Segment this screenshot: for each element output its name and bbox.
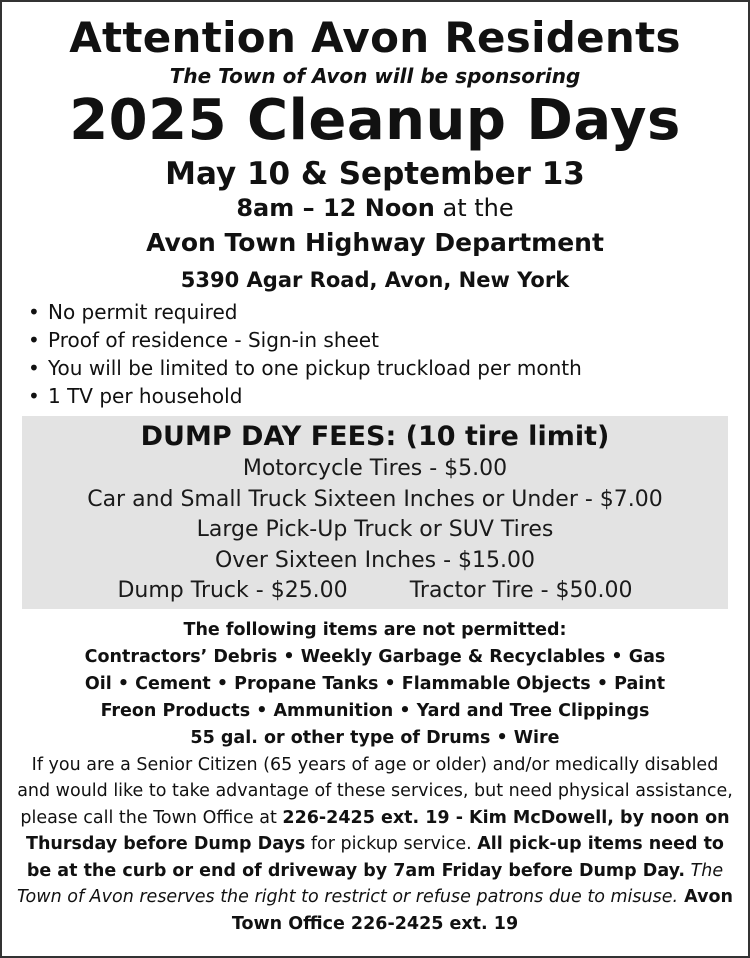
office-contact: Avon Town Office 226-2425 ext. 19 bbox=[231, 887, 733, 934]
fee-line: Large Pick-Up Truck or SUV Tires bbox=[196, 517, 554, 542]
fee-line: Motorcycle Tires - $5.00 bbox=[242, 456, 508, 481]
flyer-title: Attention Avon Residents bbox=[69, 13, 681, 62]
fee-dump-truck: Dump Truck - $25.00 bbox=[117, 578, 348, 603]
event-dates: May 10 & September 13 bbox=[165, 156, 585, 192]
senior-contact: 226-2425 ext. 19 - Kim McDowell, by noon on Thursday before Dump Days bbox=[26, 807, 730, 854]
rule-item: • You will be limited to one pickup truckload per month bbox=[48, 354, 748, 382]
not-permitted-section bbox=[2, 617, 748, 752]
fee-line: Over Sixteen Inches - $15.00 bbox=[214, 547, 535, 573]
reserve-notice: The Town of Avon reserves the right to restrict or refuse patrons due to misuse. bbox=[17, 860, 724, 907]
event-time bbox=[2, 192, 748, 224]
not-permitted-line: 55 gal. or other type of Drums • Wire bbox=[190, 727, 560, 748]
rule-item: • Proof of residence - Sign-in sheet bbox=[48, 326, 748, 354]
event-title: 2025 Cleanup Days bbox=[69, 88, 681, 153]
curb-notice: All pick-up items need to be at the curb or end of driveway by 7am Friday before Dump Day. bbox=[26, 834, 724, 881]
fee-tractor-tire: Tractor Tire - $50.00 bbox=[409, 578, 633, 603]
event-time-suffix: at the bbox=[434, 194, 514, 222]
senior-intro: If you are a Senior Citizen (65 years of age or older) and/or medically disabled and would like to take advantage of these services, but need physical assistance, please call the Town Office at bbox=[17, 754, 733, 828]
event-address: 5390 Agar Road, Avon, New York bbox=[180, 268, 570, 292]
event-location: Avon Town Highway Department bbox=[146, 228, 604, 257]
event-time-hours: 8am – 12 Noon bbox=[236, 194, 435, 222]
rule-item: • No permit required bbox=[48, 298, 748, 326]
not-permitted-heading: The following items are not permitted: bbox=[183, 619, 567, 640]
senior-after-contact: for pickup service. bbox=[305, 834, 478, 854]
dump-day-fees-box bbox=[22, 416, 728, 609]
fee-line-pair bbox=[22, 576, 728, 607]
senior-assistance-paragraph bbox=[2, 752, 748, 938]
fees-title: DUMP DAY FEES: (10 tire limit) bbox=[140, 421, 610, 452]
not-permitted-line: Freon Products • Ammunition • Yard and Tree Clippings bbox=[100, 700, 650, 721]
rule-item: • 1 TV per household bbox=[48, 382, 748, 410]
flyer-subtitle: The Town of Avon will be sponsoring bbox=[169, 64, 581, 88]
fee-line: Car and Small Truck Sixteen Inches or Under - $7.00 bbox=[87, 486, 663, 512]
not-permitted-line: Oil • Cement • Propane Tanks • Flammable Objects • Paint bbox=[84, 673, 666, 694]
rules-list bbox=[2, 298, 748, 410]
not-permitted-line: Contractors’ Debris • Weekly Garbage & Recyclables • Gas bbox=[84, 646, 666, 667]
